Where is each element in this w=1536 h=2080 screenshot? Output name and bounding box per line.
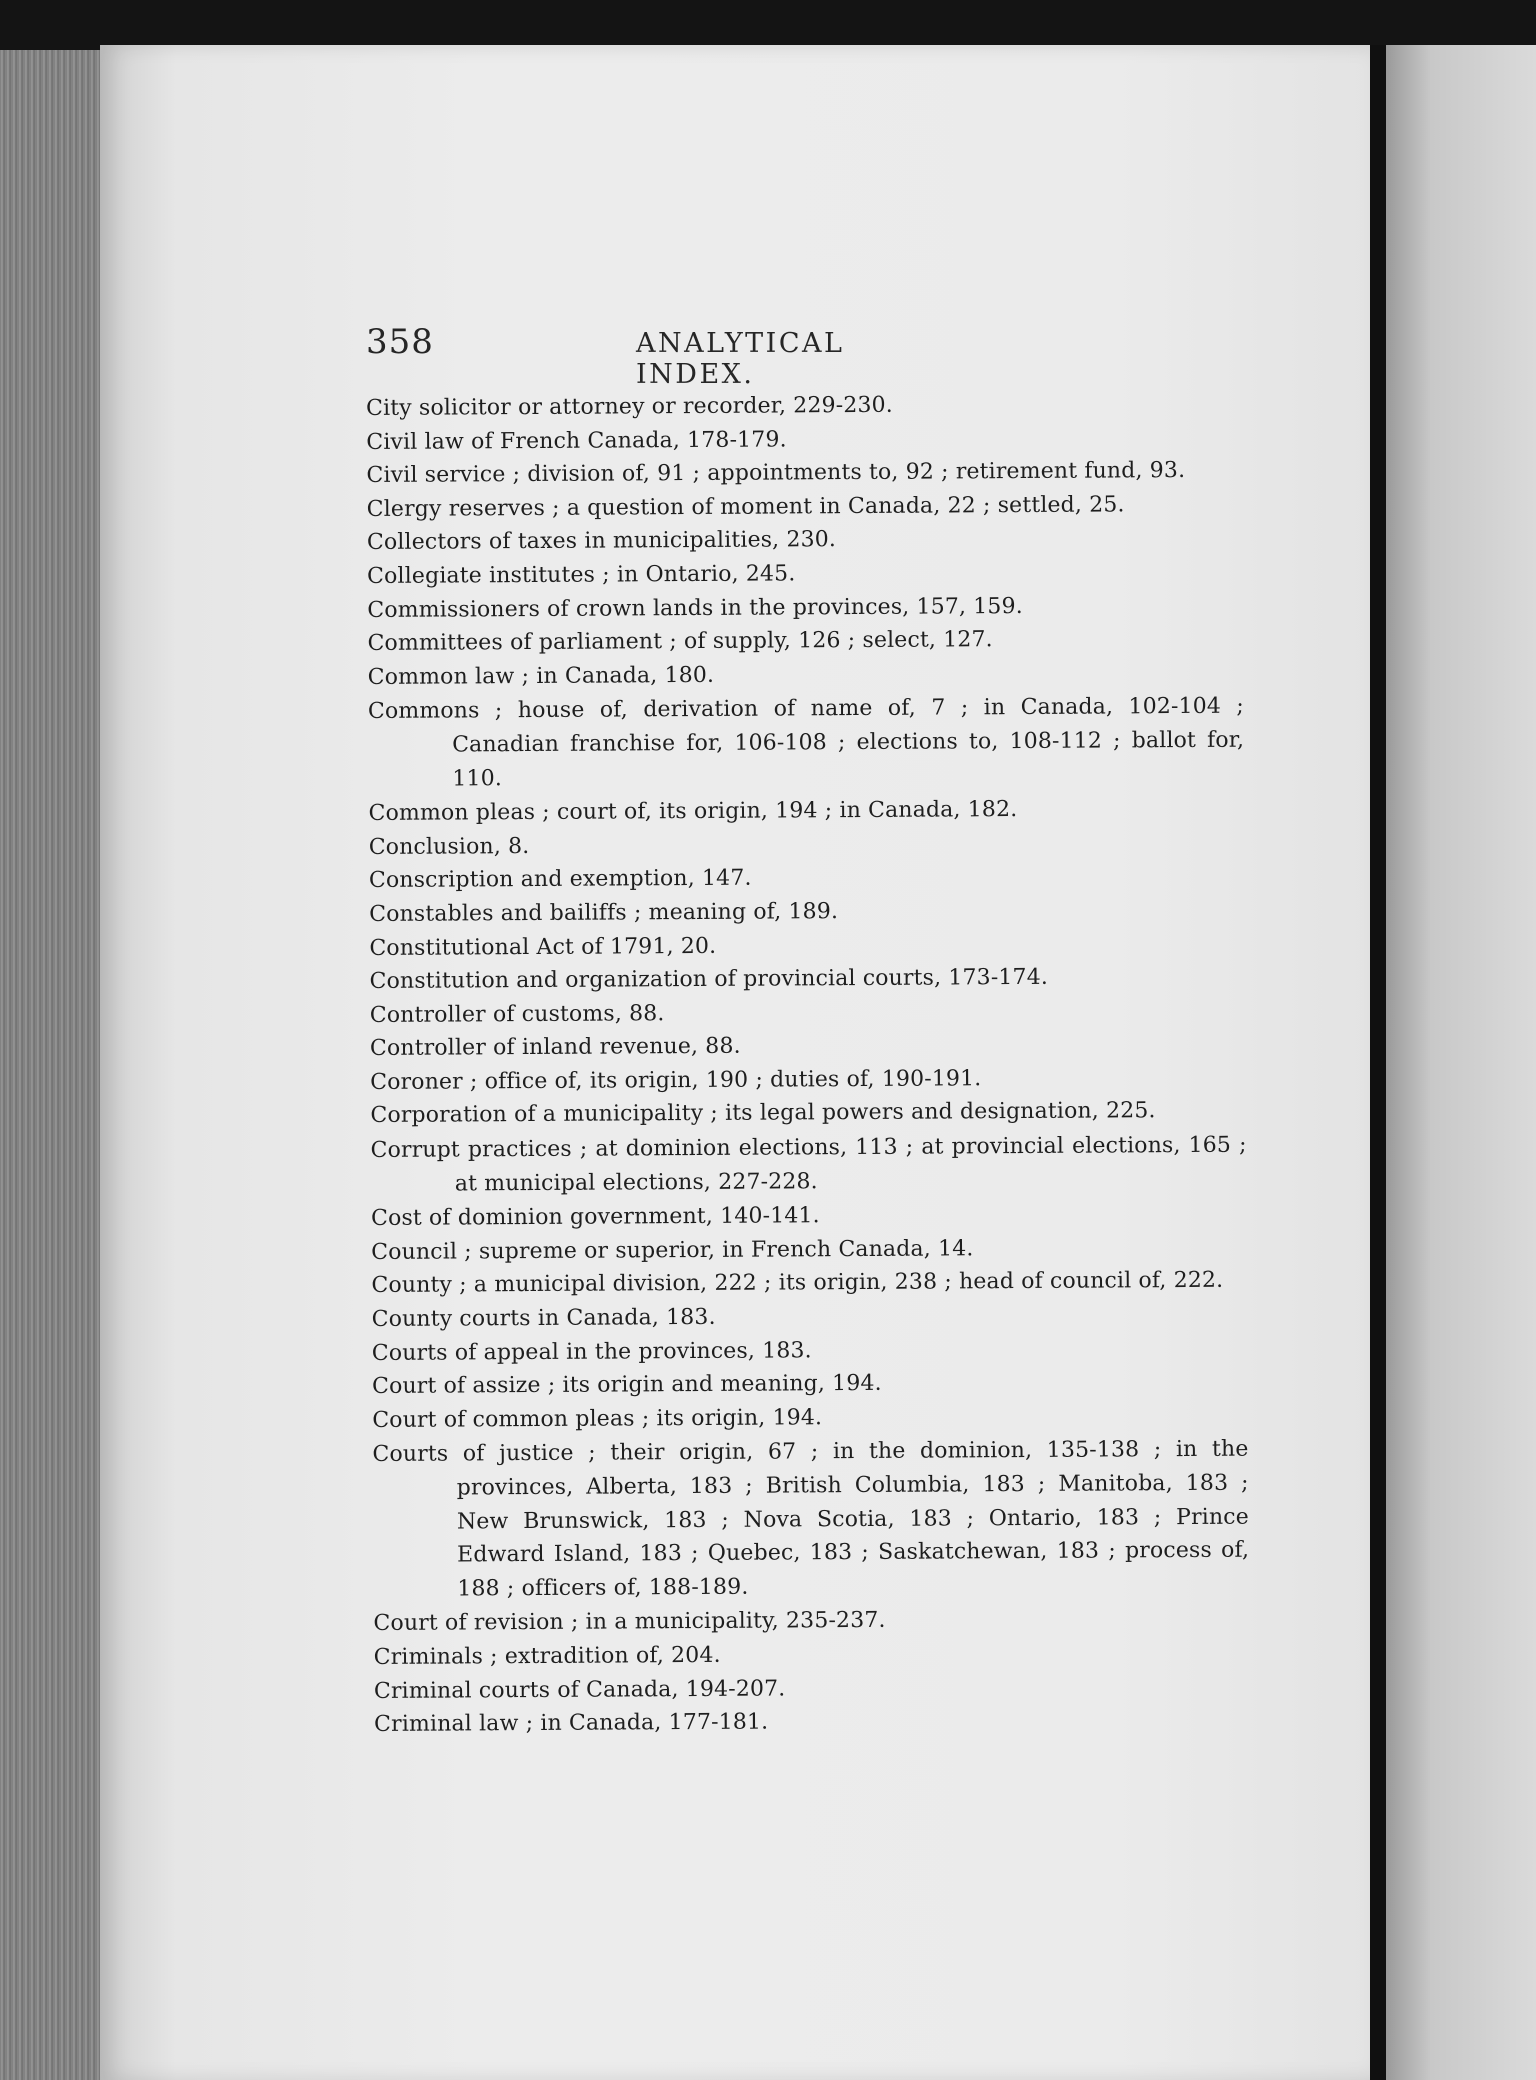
index-entry: Coroner ; office of, its origin, 190 ; duties of, 190-191. xyxy=(370,1066,982,1095)
index-entry: Committees of parliament ; of supply, 126 ; select, 127. xyxy=(367,627,993,657)
index-entry: Cost of dominion government, 140-141. xyxy=(370,1203,820,1232)
index-entry: Common law ; in Canada, 180. xyxy=(367,662,715,690)
index-entry: Constitutional Act of 1791, 20. xyxy=(369,933,717,961)
index-entry: Constitution and organization of provincial courts, 173-174. xyxy=(369,964,1049,995)
book-gutter xyxy=(1370,45,1386,2080)
page-number: 358 xyxy=(366,322,434,362)
index-entry: Civil law of French Canada, 178-179. xyxy=(366,427,787,455)
index-entry: Criminal courts of Canada, 194-207. xyxy=(373,1676,786,1704)
running-title: ANALYTICAL INDEX. xyxy=(636,328,845,390)
index-entries xyxy=(366,387,1250,1742)
index-entry: Clergy reserves ; a question of moment in Canada, 22 ; settled, 25. xyxy=(366,492,1125,522)
index-entry: Constables and bailiffs ; meaning of, 189. xyxy=(369,899,839,927)
index-entry: Collectors of taxes in municipalities, 230. xyxy=(366,527,837,556)
index-entry: Conclusion, 8. xyxy=(368,833,530,860)
scan-top-band xyxy=(0,0,1536,50)
index-entry: City solicitor or attorney or recorder, 229-230. xyxy=(366,392,893,421)
index-entry: Criminals ; extradition of, 204. xyxy=(373,1642,721,1670)
book-page-edges xyxy=(0,50,110,2080)
page-header xyxy=(366,322,966,390)
index-entry: Courts of justice ; their origin, 67 ; in the dominion, 135-138 ; in the provinces, Alberta, 183 ; British Columbia, 183 ; Manitoba, 183 ; New Brunswick, 183 ; Nova Scotia, 183 ; Ontario, 183 ; Prince Edward Island, 183 ; Quebec, 183 ; Saskatchewan, 183 ; process of, 188 ; officers of, 188-189. xyxy=(372,1437,1250,1602)
index-entry: Court of common pleas ; its origin, 194. xyxy=(372,1405,823,1433)
index-entry: Courts of appeal in the provinces, 183. xyxy=(371,1337,812,1366)
index-entry: Court of revision ; in a municipality, 235-237. xyxy=(373,1608,886,1637)
index-entry: Corporation of a municipality ; its legal powers and designation, 225. xyxy=(370,1098,1156,1129)
index-entry: Collegiate institutes ; in Ontario, 245. xyxy=(367,561,796,589)
index-entry: Court of assize ; its origin and meaning, 194. xyxy=(372,1371,882,1400)
index-entry: Criminal law ; in Canada, 177-181. xyxy=(374,1709,769,1738)
index-entry: Conscription and exemption, 147. xyxy=(368,865,752,894)
index-entry: Commons ; house of, derivation of name of, 7 ; in Canada, 102-104 ; Canadian franchise for, 106-108 ; elections to, 108-112 ; ballot for, 110. xyxy=(367,693,1245,792)
index-entry: Common pleas ; court of, its origin, 194 ; in Canada, 182. xyxy=(368,797,1018,827)
index-entry: Corrupt practices ; at dominion elections, 113 ; at provincial elections, 165 ; at municipal elections, 227-228. xyxy=(370,1132,1247,1197)
index-entry: Civil service ; division of, 91 ; appointments to, 92 ; retirement fund, 93. xyxy=(366,458,1186,489)
index-entry: Commissioners of crown lands in the provinces, 157, 159. xyxy=(367,593,1023,623)
index-entry: Council ; supreme or superior, in French Canada, 14. xyxy=(371,1236,974,1265)
index-entry: County ; a municipal division, 222 ; its origin, 238 ; head of council of, 222. xyxy=(371,1268,1224,1299)
index-entry: County courts in Canada, 183. xyxy=(371,1304,716,1333)
index-entry: Controller of customs, 88. xyxy=(369,1000,665,1028)
index-entry: Controller of inland revenue, 88. xyxy=(369,1034,741,1062)
facing-page-edge xyxy=(1386,45,1536,2080)
